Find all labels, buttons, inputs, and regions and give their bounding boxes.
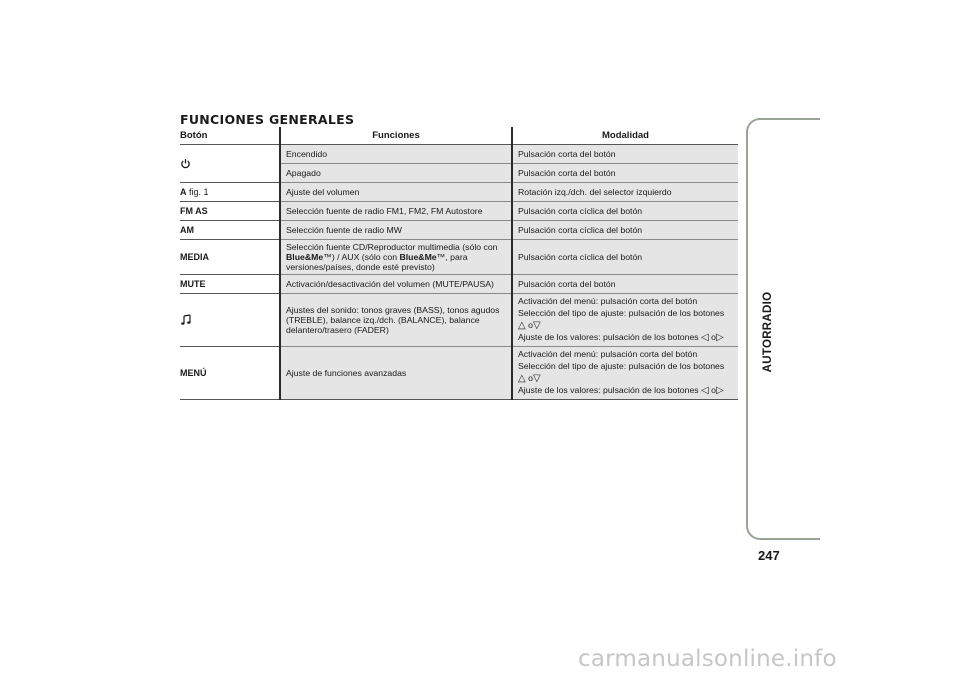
table-row [180, 275, 738, 294]
table-row [180, 221, 738, 240]
function-cell [280, 240, 512, 275]
text-part: ™) / AUX (sólo con [323, 252, 400, 262]
button-cell-menu: MENÚ [180, 347, 280, 400]
header-funciones: Funciones [280, 127, 512, 145]
mode-cell: Pulsación corta del botón [512, 164, 738, 183]
mode-cell [512, 347, 738, 400]
mode-line [518, 385, 733, 397]
button-cell-am: AM [180, 221, 280, 240]
triangle-down-icon: ▽ [532, 320, 541, 331]
mode-line: Selección del tipo de ajuste: pulsación de los botones [518, 308, 725, 318]
mode-cell: Rotación izq./dch. del selector izquierdo [512, 183, 738, 202]
table-row [180, 240, 738, 275]
table-row [180, 183, 738, 202]
mode-line: Activación del menú: pulsación corta del botón [518, 296, 698, 306]
table-row [180, 145, 738, 164]
header-boton: Botón [180, 127, 280, 145]
text-part: ™, para versiones/países, donde esté previsto) [286, 252, 468, 272]
button-cell-fmas: FM AS [180, 202, 280, 221]
triangle-left-icon: ◁ [701, 385, 709, 396]
button-cell-audio [180, 294, 280, 347]
table-row [180, 294, 738, 347]
or-word: o [711, 385, 717, 395]
mode-cell: Pulsación corta cíclica del botón [512, 221, 738, 240]
triangle-left-icon: ◁ [701, 332, 709, 343]
function-cell: Selección fuente de radio FM1, FM2, FM Autostore [280, 202, 512, 221]
mode-text: Ajuste de los valores: pulsación de los botones [518, 385, 699, 395]
chapter-label [756, 287, 780, 377]
button-cell-mute: MUTE [180, 275, 280, 294]
triangle-up-icon: △ [518, 373, 526, 384]
mode-cell [512, 294, 738, 347]
mode-text: Ajuste de los valores: pulsación de los botones [518, 332, 699, 342]
mode-line [518, 332, 733, 344]
table-row [180, 347, 738, 400]
brand-name: Blue&Me [286, 252, 324, 262]
mode-cell: Pulsación corta cíclica del botón [512, 240, 738, 275]
triangle-right-icon: ▷ [716, 385, 724, 396]
header-modalidad: Modalidad [512, 127, 738, 145]
function-cell: Activación/desactivación del volumen (MUTE/PAUSA) [280, 275, 512, 294]
table-header-row [180, 127, 738, 145]
mode-line-arrows [518, 320, 733, 332]
watermark: carmanualsonline.info [578, 646, 837, 672]
button-cell-media: MEDIA [180, 240, 280, 275]
text-part: Selección fuente CD/Reproductor multimedia (sólo con [286, 242, 498, 252]
music-note-icon [180, 314, 192, 326]
power-icon [180, 158, 191, 169]
mode-line-arrows [518, 373, 733, 385]
function-cell: Encendido [280, 145, 512, 164]
table-row [180, 202, 738, 221]
or-word: o [711, 332, 717, 342]
functions-table [180, 127, 738, 400]
mode-cell: Pulsación corta del botón [512, 145, 738, 164]
section-title: FUNCIONES GENERALES [180, 112, 355, 127]
function-cell: Selección fuente de radio MW [280, 221, 512, 240]
button-cell-volume [180, 183, 280, 202]
function-cell: Ajustes del sonido: tonos graves (BASS), tonos agudos (TREBLE), balance izq./dch. (BALANCE), balance delantero/trasero (FADER) [280, 294, 512, 347]
chapter-label-text: AUTORRADIO [762, 291, 774, 373]
mode-line: Selección del tipo de ajuste: pulsación de los botones [518, 361, 725, 371]
or-word: o [528, 373, 533, 383]
mode-line: Activación del menú: pulsación corta del botón [518, 349, 698, 359]
page-number: 247 [758, 548, 780, 563]
function-cell: Ajuste del volumen [280, 183, 512, 202]
mode-cell: Pulsación corta cíclica del botón [512, 202, 738, 221]
mode-cell: Pulsación corta del botón [512, 275, 738, 294]
triangle-down-icon: ▽ [532, 373, 541, 384]
function-cell: Apagado [280, 164, 512, 183]
triangle-up-icon: △ [518, 320, 526, 331]
or-word: o [528, 320, 533, 330]
button-label: A [180, 187, 187, 197]
function-cell: Ajuste de funciones avanzadas [280, 347, 512, 400]
button-cell-power [180, 145, 280, 183]
triangle-right-icon: ▷ [716, 332, 724, 343]
figure-reference: fig. 1 [186, 187, 209, 197]
brand-name: Blue&Me [399, 252, 437, 262]
